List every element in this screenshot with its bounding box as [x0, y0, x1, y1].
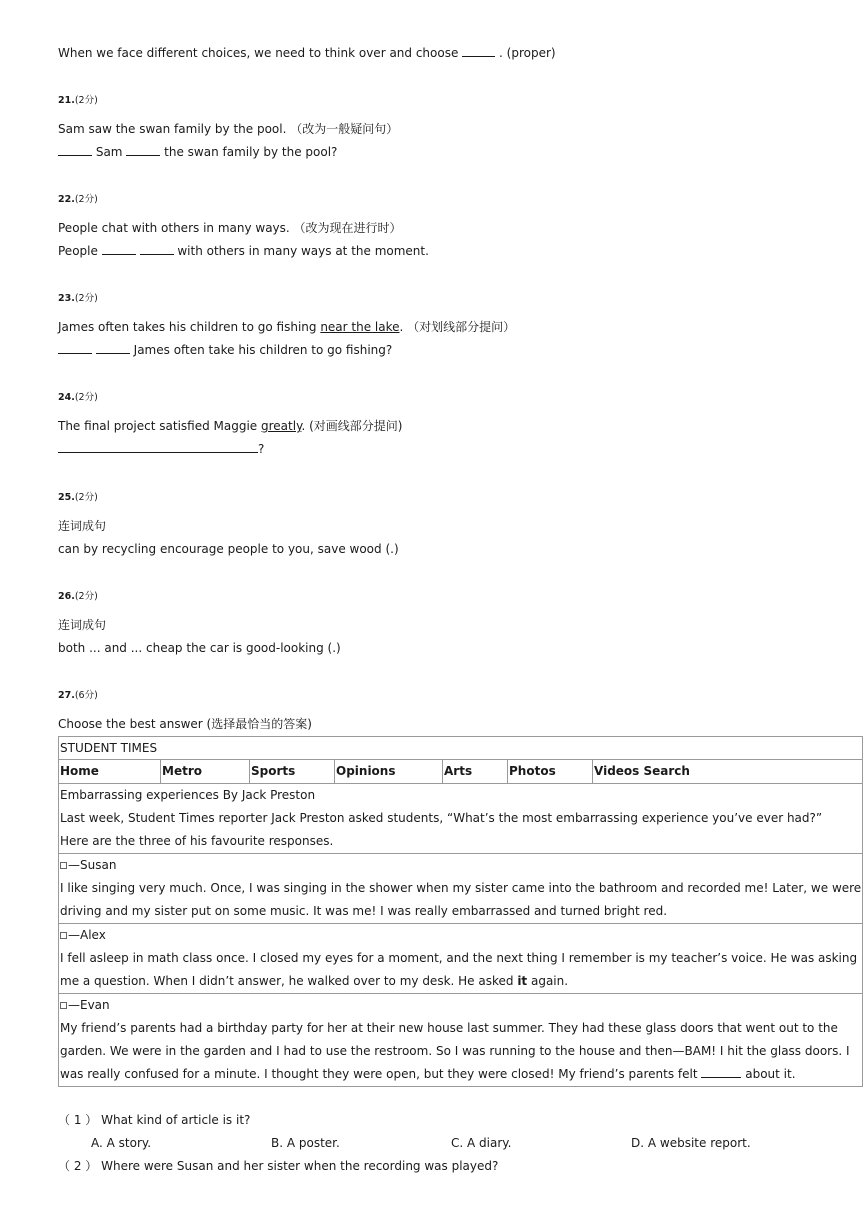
question-points: (2分)	[74, 293, 98, 304]
underlined-phrase: greatly	[261, 419, 302, 433]
answer-blank[interactable]	[701, 1066, 741, 1078]
question-number	[58, 390, 98, 406]
nav-item-metro: Metro	[161, 760, 250, 784]
sub-question-2	[58, 1158, 498, 1174]
option-b[interactable]: B. A poster.	[271, 1136, 340, 1150]
sub-question-text: Where were Susan and her sister when the recording was played?	[101, 1159, 499, 1173]
nav-item-home: Home	[59, 760, 161, 784]
answer-line	[58, 144, 337, 160]
response-text	[60, 1063, 861, 1086]
nav-row	[59, 760, 863, 784]
sub-question-number: （ 2 ）	[58, 1159, 98, 1173]
question-points: (2分)	[74, 194, 98, 205]
response-text: driving and my sister put on some music. It was me! I was really embarrassed and turned bright red.	[60, 904, 668, 918]
answer-text: ?	[258, 442, 265, 456]
question-points: (2分)	[74, 392, 98, 403]
nav-item-opinions: Opinions	[335, 760, 443, 784]
answer-line	[58, 342, 392, 358]
respondent-name: —Evan	[68, 998, 110, 1012]
sentence-text: When we face different choices, we need to think over and choose	[58, 46, 459, 60]
answer-blank[interactable]	[126, 144, 160, 156]
article-text: Last week, Student Times reporter Jack Preston asked students, “What’s the most embarrassing experience you’ve ever had?”	[60, 811, 823, 825]
sentence-hint: . (proper)	[499, 46, 556, 60]
answer-line	[58, 441, 264, 457]
bold-word: it	[517, 974, 528, 988]
sub-question-1	[58, 1112, 250, 1128]
respondent-name: —Susan	[68, 858, 117, 872]
question-points: (2分)	[74, 492, 98, 503]
question-index: 24.	[58, 392, 75, 403]
article-byline: Embarrassing experiences By Jack Preston	[60, 788, 316, 802]
newspaper-masthead: STUDENT TIMES	[59, 737, 863, 760]
question-index: 25.	[58, 492, 75, 503]
question-prompt	[58, 418, 402, 434]
response-text: I like singing very much. Once, I was singing in the shower when my sister came into the bathroom and recorded me! Later, we were	[60, 881, 862, 895]
question-index: 23.	[58, 293, 75, 304]
answer-blank[interactable]	[58, 441, 258, 453]
prompt-hint: . （对划线部分提问）	[399, 320, 516, 334]
prompt-text: The final project satisfied Maggie	[58, 419, 262, 433]
sub-question-number: （ 1 ）	[58, 1113, 98, 1127]
answer-text: Sam	[95, 145, 123, 159]
article-intro	[59, 784, 863, 854]
respondent-name: —Alex	[68, 928, 106, 942]
nav-item-arts: Arts	[443, 760, 508, 784]
answer-text: with others in many ways at the moment.	[177, 244, 429, 258]
response-text-part: was really confused for a minute. I thought they were open, but they were closed! My friend’s parents felt	[60, 1067, 698, 1081]
question-index: 27.	[58, 690, 75, 701]
answer-line	[58, 243, 429, 259]
answer-blank[interactable]	[102, 243, 136, 255]
question-prompt	[58, 319, 515, 335]
question-number	[58, 688, 98, 704]
image-placeholder-icon	[60, 862, 67, 869]
sub-question-text: What kind of article is it?	[101, 1113, 251, 1127]
question-label: 连词成句	[58, 618, 107, 632]
response-text-part: me a question. When I didn’t answer, he walked over to my desk. He asked	[60, 974, 518, 988]
question-prompt: People chat with others in many ways. （改为现在进行时）	[58, 221, 402, 235]
response-text: I fell asleep in math class once. I closed my eyes for a moment, and the next thing I remember is my teacher’s voice. He was asking	[60, 951, 858, 965]
option-d[interactable]: D. A website report.	[631, 1136, 751, 1150]
prompt-hint: . (对画线部分提问)	[301, 419, 403, 433]
answer-text: the swan family by the pool?	[164, 145, 338, 159]
answer-text: James often take his children to go fishing?	[133, 343, 393, 357]
question-index: 26.	[58, 591, 75, 602]
question-number	[58, 589, 98, 605]
answer-text: People	[58, 244, 98, 258]
question-number	[58, 291, 98, 307]
question-prompt: Sam saw the swan family by the pool. （改为一般疑问句）	[58, 122, 399, 136]
response-text: My friend’s parents had a birthday party for her at their new house last summer. They had these glass doors that went out to the	[60, 1021, 838, 1035]
article-text: Here are the three of his favourite responses.	[60, 834, 334, 848]
question-points: (2分)	[74, 95, 98, 106]
underlined-phrase: near the lake	[320, 320, 400, 334]
option-a[interactable]: A. A story.	[91, 1136, 152, 1150]
answer-blank[interactable]	[140, 243, 174, 255]
question-index: 21.	[58, 95, 75, 106]
fill-in-sentence	[58, 45, 556, 61]
word-list: can by recycling encourage people to you, save wood (.)	[58, 542, 399, 556]
question-number	[58, 192, 98, 208]
nav-item-photos: Photos	[508, 760, 593, 784]
answer-blank[interactable]	[58, 342, 92, 354]
response-alex	[59, 924, 863, 994]
question-instruction: Choose the best answer (选择最恰当的答案)	[58, 717, 312, 731]
nav-item-sports: Sports	[250, 760, 335, 784]
reading-passage-table	[58, 736, 863, 1087]
question-index: 22.	[58, 194, 75, 205]
prompt-text: James often takes his children to go fishing	[58, 320, 321, 334]
word-list: both ... and ... cheap the car is good-looking (.)	[58, 641, 341, 655]
option-c[interactable]: C. A diary.	[451, 1136, 512, 1150]
response-evan	[59, 994, 863, 1087]
answer-blank[interactable]	[462, 45, 495, 57]
answer-blank[interactable]	[96, 342, 130, 354]
nav-item-videos-search: Videos Search	[593, 760, 863, 784]
question-points: (6分)	[74, 690, 98, 701]
response-text: garden. We were in the garden and I had to use the restroom. So I was running to the house and then—BAM! I hit the glass doors. I	[60, 1044, 850, 1058]
question-label: 连词成句	[58, 519, 107, 533]
image-placeholder-icon	[60, 932, 67, 939]
question-number	[58, 490, 98, 506]
question-points: (2分)	[74, 591, 98, 602]
response-text	[60, 970, 861, 993]
response-susan	[59, 854, 863, 924]
response-text-part: about it.	[745, 1067, 796, 1081]
answer-blank[interactable]	[58, 144, 92, 156]
response-text-part: again.	[527, 974, 569, 988]
image-placeholder-icon	[60, 1002, 67, 1009]
question-number	[58, 93, 98, 109]
